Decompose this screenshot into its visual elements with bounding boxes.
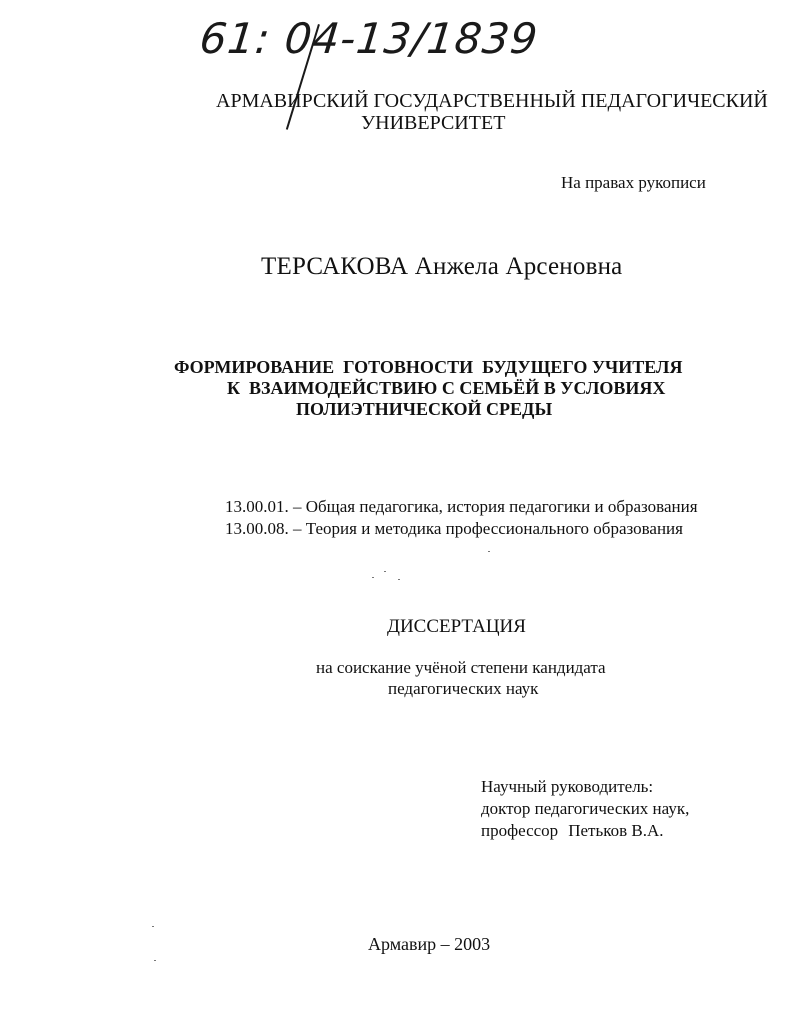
scan-speck — [488, 551, 490, 552]
supervisor-role: профессор — [481, 821, 559, 840]
scan-speck — [372, 577, 374, 578]
specialty-code-2: 13.00.08. – Теория и методика профессионального образования — [225, 519, 683, 538]
degree-line1: на соискание учёной степени кандидата — [316, 658, 606, 677]
place-year: Армавир – 2003 — [368, 934, 491, 954]
supervisor-title-name — [481, 821, 663, 841]
dissertation-title-line3: ПОЛИЭТНИЧЕСКОЙ СРЕДЫ — [296, 399, 553, 419]
manuscript-rights-note: На правах рукописи — [561, 173, 706, 192]
supervisor-degree: доктор педагогических наук, — [481, 799, 690, 818]
specialty-code-1: 13.00.01. – Общая педагогика, история педагогики и образования — [225, 497, 698, 516]
scan-speck — [152, 926, 154, 927]
dissertation-title-line1: ФОРМИРОВАНИЕ ГОТОВНОСТИ БУДУЩЕГО УЧИТЕЛЯ — [174, 357, 683, 377]
document-type: ДИССЕРТАЦИЯ — [387, 616, 526, 637]
scan-speck — [398, 579, 400, 580]
archive-number-handwritten: 61: 04-13/1839 — [197, 14, 541, 63]
author-name: ТЕРСАКОВА Анжела Арсеновна — [261, 253, 623, 280]
supervisor-label: Научный руководитель: — [481, 777, 654, 796]
dissertation-title-line2: К ВЗАИМОДЕЙСТВИЮ С СЕМЬЁЙ В УСЛОВИЯХ — [227, 378, 666, 398]
scan-speck — [384, 571, 386, 572]
university-name-line2: УНИВЕРСИТЕТ — [361, 112, 506, 134]
scan-speck — [154, 960, 156, 961]
university-name-line1: АРМАВИРСКИЙ ГОСУДАРСТВЕННЫЙ ПЕДАГОГИЧЕСКИЙ — [216, 90, 768, 112]
supervisor-name: Петьков В.А. — [568, 821, 664, 840]
degree-line2: педагогических наук — [388, 679, 539, 698]
